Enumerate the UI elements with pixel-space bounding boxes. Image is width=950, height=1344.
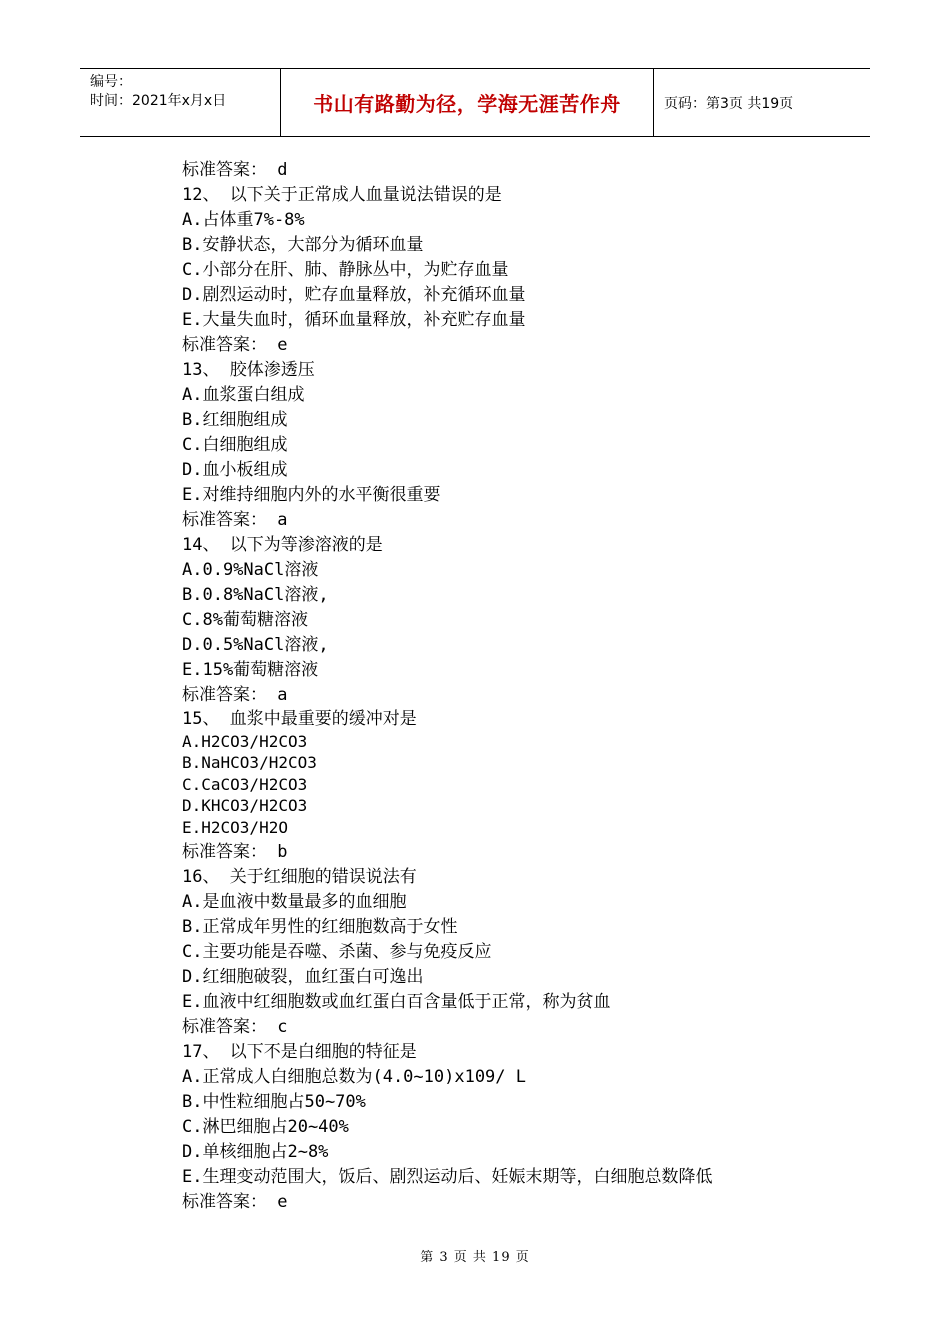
option-line: D.KHCO3/H2CO3 xyxy=(182,796,308,815)
answer-line: 标准答案： e xyxy=(182,335,288,355)
option-line: E.生理变动范围大，饭后、剧烈运动后、妊娠末期等，白细胞总数降低 xyxy=(182,1167,713,1187)
option-line: A.血浆蛋白组成 xyxy=(182,385,305,405)
question-title: 14、 以下为等渗溶液的是 xyxy=(182,535,383,555)
option-line: D.单核细胞占2~8% xyxy=(182,1142,329,1162)
answer-line: 标准答案： c xyxy=(182,1017,288,1037)
option-line: B.中性粒细胞占50~70% xyxy=(182,1092,366,1112)
answer-line: 标准答案： a xyxy=(182,510,288,530)
option-line: D.剧烈运动时，贮存血量释放，补充循环血量 xyxy=(182,285,526,305)
question-title: 12、 以下关于正常成人血量说法错误的是 xyxy=(182,185,502,205)
answer-line: 标准答案： b xyxy=(182,842,288,862)
option-line: A.正常成人白细胞总数为(4.0~10)x109/ L xyxy=(182,1067,526,1087)
answer-line: 标准答案： e xyxy=(182,1192,288,1212)
option-line: B.正常成年男性的红细胞数高于女性 xyxy=(182,917,458,937)
option-line: D.0.5%NaCl溶液, xyxy=(182,635,329,655)
header-motto: 书山有路勤为径，学海无涯苦作舟 xyxy=(313,92,621,116)
option-line: B.红细胞组成 xyxy=(182,410,288,430)
option-line: C.小部分在肝、肺、静脉丛中，为贮存血量 xyxy=(182,260,509,280)
option-line: C.8%葡萄糖溶液 xyxy=(182,610,308,630)
option-line: E.H2CO3/H2O xyxy=(182,818,288,837)
option-line: D.红细胞破裂，血红蛋白可逸出 xyxy=(182,967,424,987)
option-line: A.0.9%NaCl溶液 xyxy=(182,560,319,580)
answer-line: 标准答案： d xyxy=(182,160,288,180)
question-title: 16、 关于红细胞的错误说法有 xyxy=(182,867,417,887)
option-line: E.大量失血时，循环血量释放，补充贮存血量 xyxy=(182,310,526,330)
question-title: 15、 血浆中最重要的缓冲对是 xyxy=(182,709,417,729)
option-line: E.15%葡萄糖溶液 xyxy=(182,660,319,680)
answer-line: 标准答案： a xyxy=(182,685,288,705)
question-title: 17、 以下不是白细胞的特征是 xyxy=(182,1042,417,1062)
page-header xyxy=(80,68,870,137)
option-line: C.主要功能是吞噬、杀菌、参与免疫反应 xyxy=(182,942,492,962)
option-line: A.占体重7%-8% xyxy=(182,210,305,230)
option-line: D.血小板组成 xyxy=(182,460,288,480)
option-line: B.安静状态，大部分为循环血量 xyxy=(182,235,424,255)
option-line: E.对维持细胞内外的水平衡很重要 xyxy=(182,485,441,505)
document-date-label: 时间：2021年x月x日 xyxy=(90,93,227,109)
option-line: B.NaHCO3/H2CO3 xyxy=(182,753,317,772)
document-number-label: 编号： xyxy=(90,74,132,90)
header-page-info: 页码：第3页 共19页 xyxy=(664,95,794,112)
option-line: C.CaCO3/H2CO3 xyxy=(182,775,308,794)
page-footer: 第 3 页 共 19 页 xyxy=(420,1250,530,1265)
option-line: B.0.8%NaCl溶液, xyxy=(182,585,329,605)
option-line: C.淋巴细胞占20~40% xyxy=(182,1117,349,1137)
header-left-cell xyxy=(80,69,281,136)
option-line: A.是血液中数量最多的血细胞 xyxy=(182,892,407,912)
header-right-cell xyxy=(654,69,870,136)
header-middle-cell xyxy=(281,69,654,136)
question-title: 13、 胶体渗透压 xyxy=(182,360,315,380)
option-line: C.白细胞组成 xyxy=(182,435,288,455)
option-line: A.H2CO3/H2CO3 xyxy=(182,732,308,751)
option-line: E.血液中红细胞数或血红蛋白百含量低于正常，称为贫血 xyxy=(182,992,611,1012)
